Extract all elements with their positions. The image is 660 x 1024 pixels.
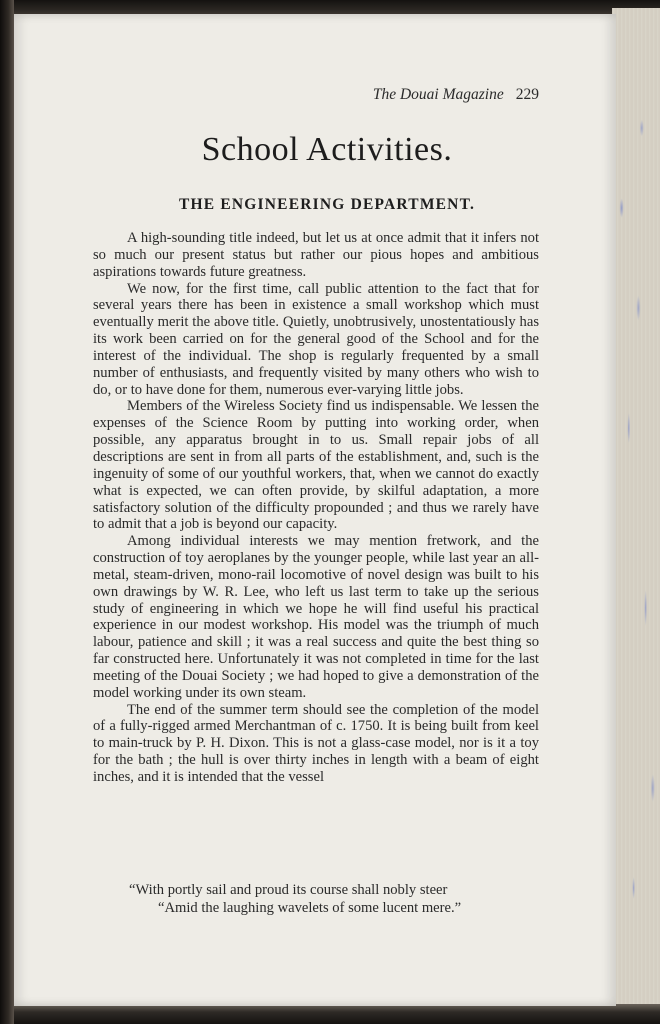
paragraph: We now, for the first time, call public attention to the fact that for several years there has been in existence a small workshop which must eventually merit the above title. Quietly, unobtrusively, unostentatiously has its work been carried on for the general good of the School and for the interest of the individual. The shop is regularly frequented by a small number of enthusiasts, and frequently visited by many others who wish to do, or to have done for them, numerous ever-varying little jobs.	[93, 280, 539, 398]
article-body	[93, 230, 539, 786]
verse-line: “Amid the laughing wavelets of some lucent mere.”	[158, 900, 462, 916]
magazine-page	[12, 14, 616, 1006]
magazine-name: The Douai Magazine	[372, 86, 504, 103]
verse-line: “With portly sail and proud its course shall nobly steer	[129, 882, 448, 898]
book-binding	[0, 0, 14, 1024]
paragraph: A high-sounding title indeed, but let us at once admit that it infers not so much our present status but rather our pious hopes and ambitious aspirations towards future greatness.	[93, 230, 539, 280]
running-head	[12, 86, 539, 104]
page-number: 229	[515, 86, 539, 103]
paragraph: Members of the Wireless Society find us indispensable. We lessen the expenses of the Science Room by putting into working order, when possible, any apparatus brought in to us. Small repair jobs of all descriptions are sent in from all parts of the establishment, and, such is the ingenuity of some of our youthful workers, that, when we cannot do exactly what is expected, we can often provide, by skilful adaptation, a more satisfactory solution of the difficulty propounded ; and thus we rarely have to admit that a job is beyond our capacity.	[93, 398, 539, 533]
section-heading: THE ENGINEERING DEPARTMENT.	[178, 196, 476, 213]
paragraph: The end of the summer term should see the completion of the model of a fully-rigged armed Merchantman of c. 1750. It is being built from keel to main-truck by P. H. Dixon. This is not a glass-case model, nor is it a toy for the bath ; the hull is over thirty inches in length with a beam of eight inches, and it is intended that the vessel	[93, 701, 539, 785]
book-bottom-edge	[0, 1004, 660, 1024]
paragraph: Among individual interests we may mention fretwork, and the construction of toy aeroplanes by the younger people, while last year an all-metal, steam-driven, mono-rail locomotive of novel design was built to his own drawings by W. R. Lee, who left us last term to take up the serious study of engineering in which we hope he will find useful his practical experience in our modest workshop. His model was the triumph of much labour, patience and skill ; it was a real success and quite the best thing so far constructed here. Unfortunately it was not completed in time for the last meeting of the Douai Society ; we had hoped to give a demonstration of the model working under its own steam.	[93, 533, 539, 701]
book-top-edge	[0, 0, 660, 14]
page-title: School Activities.	[201, 131, 453, 168]
